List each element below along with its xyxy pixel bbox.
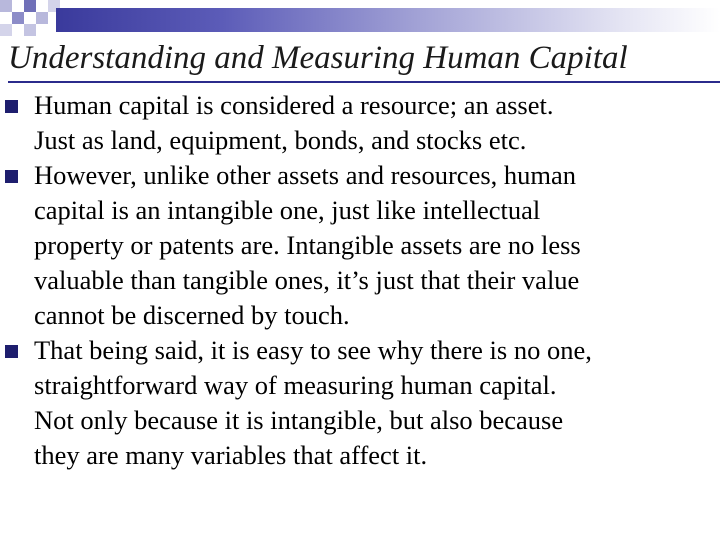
bullet-line: Not only because it is intangible, but also because (34, 405, 564, 435)
bullet-item (0, 158, 712, 333)
bullet-item (0, 333, 712, 473)
square-bullet-icon (5, 100, 18, 113)
square-bullet-icon (5, 170, 18, 183)
title-divider (8, 81, 720, 83)
bullet-line: straightforward way of measuring human capital. (34, 370, 557, 400)
bullet-list (0, 88, 712, 473)
bullet-item (0, 88, 712, 158)
bullet-line: That being said, it is easy to see why there is no one, (34, 335, 592, 365)
bullet-line: they are many variables that affect it. (34, 440, 428, 470)
square-bullet-icon (5, 345, 18, 358)
bullet-line: property or patents are. Intangible assets are no less (34, 230, 581, 260)
slide-title: Understanding and Measuring Human Capital (8, 40, 628, 76)
bullet-line: cannot be discerned by touch. (34, 300, 350, 330)
checker-pattern-icon (0, 0, 60, 36)
bullet-line: Just as land, equipment, bonds, and stocks etc. (34, 125, 527, 155)
bullet-line: Human capital is considered a resource; an asset. (34, 90, 554, 120)
bullet-line: However, unlike other assets and resources, human (34, 160, 577, 190)
header-gradient-bar (56, 8, 720, 32)
bullet-line: capital is an intangible one, just like intellectual (34, 195, 541, 225)
bullet-line: valuable than tangible ones, it’s just that their value (34, 265, 580, 295)
